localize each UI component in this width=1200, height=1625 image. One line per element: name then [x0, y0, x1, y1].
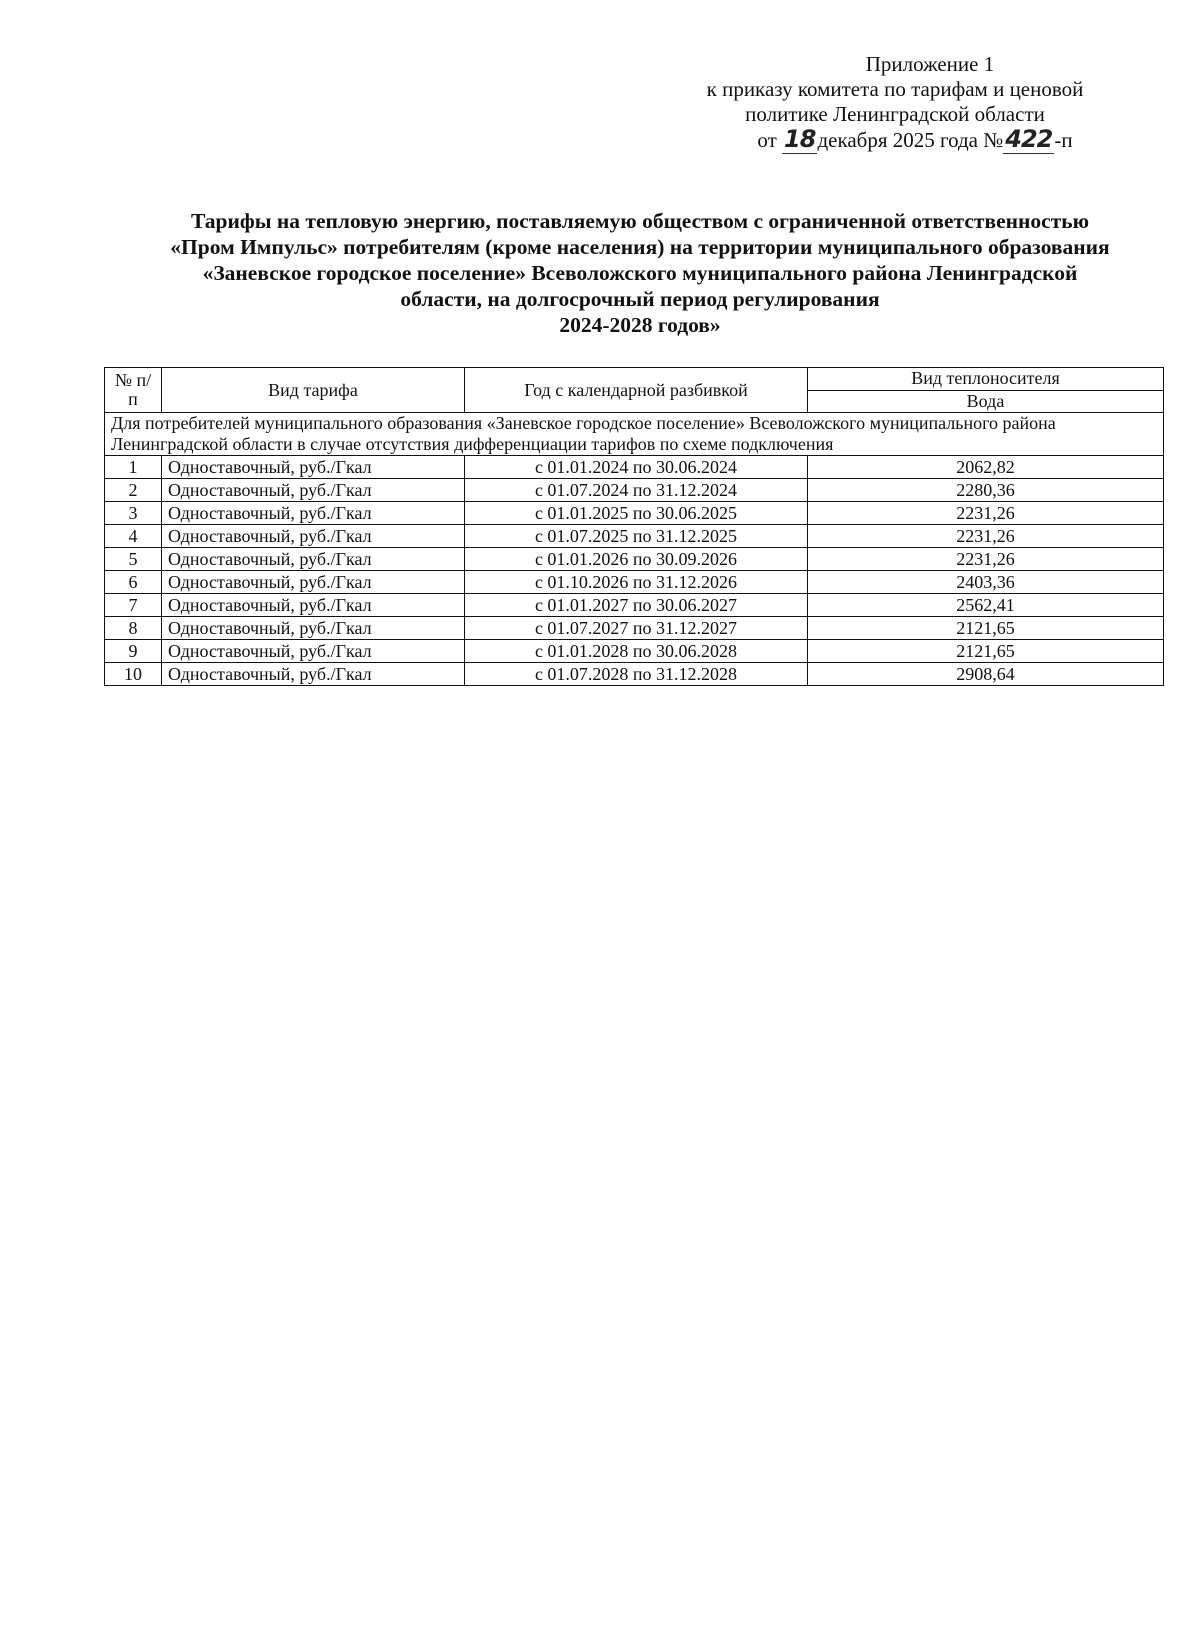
row-tariff-type: Одноставочный, руб./Гкал — [162, 663, 465, 686]
row-num: 10 — [105, 663, 162, 686]
row-num: 7 — [105, 594, 162, 617]
title-line-4: области, на долгосрочный период регулирования — [400, 287, 880, 311]
row-period: с 01.07.2025 по 31.12.2025 — [465, 525, 808, 548]
appendix-committee: политике Ленинградской области — [745, 102, 1045, 126]
row-tariff-type: Одноставочный, руб./Гкал — [162, 479, 465, 502]
row-period: с 01.01.2025 по 30.06.2025 — [465, 502, 808, 525]
row-value: 2280,36 — [808, 479, 1164, 502]
group-label: Для потребителей муниципального образования «Заневское городское поселение» Всеволожского муниципального района Ленинградской области в случае отсутствия дифференциации тарифов по схеме подключения — [105, 413, 1164, 456]
row-period: с 01.01.2026 по 30.09.2026 — [465, 548, 808, 571]
table-row — [105, 548, 1164, 571]
title-line-5: 2024-2028 годов» — [559, 313, 721, 337]
row-num: 9 — [105, 640, 162, 663]
row-num: 4 — [105, 525, 162, 548]
row-period: с 01.01.2028 по 30.06.2028 — [465, 640, 808, 663]
row-num: 2 — [105, 479, 162, 502]
row-period: с 01.07.2027 по 31.12.2027 — [465, 617, 808, 640]
row-period: с 01.01.2024 по 30.06.2024 — [465, 456, 808, 479]
tariff-table — [104, 367, 1164, 686]
table-row — [105, 525, 1164, 548]
appendix-title: Приложение 1 — [865, 52, 995, 76]
table-row — [105, 502, 1164, 525]
handwritten-order-number: 422 — [1005, 125, 1053, 153]
row-value: 2062,82 — [808, 456, 1164, 479]
row-tariff-type: Одноставочный, руб./Гкал — [162, 525, 465, 548]
header-year: Год с календарной разбивкой — [465, 368, 808, 413]
table-row — [105, 640, 1164, 663]
row-value: 2562,41 — [808, 594, 1164, 617]
header-water: Вода — [808, 390, 1164, 413]
appendix-order-ref: к приказу комитета по тарифам и ценовой — [706, 77, 1084, 101]
appendix-header — [660, 52, 1130, 153]
header-carrier: Вид теплоносителя — [808, 368, 1164, 391]
row-value: 2231,26 — [808, 502, 1164, 525]
date-middle: декабря 2025 года № — [817, 128, 1004, 152]
row-num: 6 — [105, 571, 162, 594]
row-value: 2231,26 — [808, 525, 1164, 548]
title-line-2: «Пром Импульс» потребителям (кроме населения) на территории муниципального образования — [170, 235, 1110, 259]
row-tariff-type: Одноставочный, руб./Гкал — [162, 617, 465, 640]
table-row — [105, 663, 1164, 686]
row-tariff-type: Одноставочный, руб./Гкал — [162, 594, 465, 617]
row-num: 1 — [105, 456, 162, 479]
row-value: 2121,65 — [808, 617, 1164, 640]
row-period: с 01.01.2027 по 30.06.2027 — [465, 594, 808, 617]
row-tariff-type: Одноставочный, руб./Гкал — [162, 571, 465, 594]
table-header-row — [105, 368, 1164, 391]
table-row — [105, 571, 1164, 594]
row-tariff-type: Одноставочный, руб./Гкал — [162, 640, 465, 663]
row-num: 3 — [105, 502, 162, 525]
title-line-1: Тарифы на тепловую энергию, поставляемую обществом с ограниченной ответственностью — [190, 209, 1090, 233]
row-tariff-type: Одноставочный, руб./Гкал — [162, 456, 465, 479]
document-title — [100, 208, 1180, 338]
date-suffix: -п — [1054, 128, 1073, 152]
appendix-date-line — [660, 127, 1130, 153]
row-period: с 01.10.2026 по 31.12.2026 — [465, 571, 808, 594]
table-row — [105, 456, 1164, 479]
handwritten-day: 18 — [784, 125, 816, 153]
header-tariff-type: Вид тарифа — [162, 368, 465, 413]
table-row — [105, 594, 1164, 617]
title-line-3: «Заневское городское поселение» Всеволожского муниципального района Ленинградской — [202, 261, 1078, 285]
date-prefix: от — [757, 128, 777, 152]
row-period: с 01.07.2024 по 31.12.2024 — [465, 479, 808, 502]
row-period: с 01.07.2028 по 31.12.2028 — [465, 663, 808, 686]
row-num: 8 — [105, 617, 162, 640]
header-num: № п/п — [105, 368, 162, 413]
table-row — [105, 479, 1164, 502]
row-num: 5 — [105, 548, 162, 571]
row-tariff-type: Одноставочный, руб./Гкал — [162, 502, 465, 525]
row-value: 2231,26 — [808, 548, 1164, 571]
table-row — [105, 617, 1164, 640]
row-tariff-type: Одноставочный, руб./Гкал — [162, 548, 465, 571]
row-value: 2403,36 — [808, 571, 1164, 594]
table-group-row — [105, 413, 1164, 456]
row-value: 2121,65 — [808, 640, 1164, 663]
row-value: 2908,64 — [808, 663, 1164, 686]
